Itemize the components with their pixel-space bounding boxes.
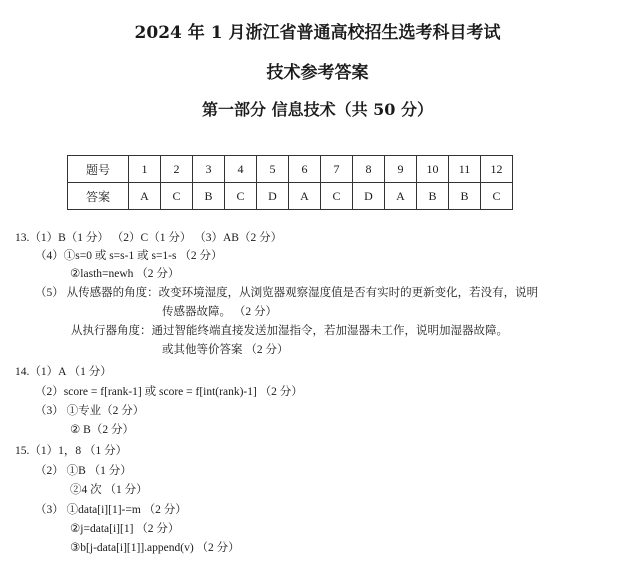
document-subtitle: 技术参考答案	[266, 63, 369, 83]
q13-line-5: 传感器故障。 （2 分）	[162, 306, 277, 318]
q13-line-6: 从执行器角度：通过智能终端直接发送加湿指令，若加湿器未工作，说明加湿器故障。	[71, 325, 508, 337]
question-number-cell: 12	[481, 156, 513, 183]
question-number-cell: 10	[417, 156, 449, 183]
answer-cell: C	[225, 183, 257, 210]
q14-line-1: 14.（1）A （1 分）	[15, 366, 112, 378]
answer-cell: A	[129, 183, 161, 210]
row-label-answer: 答案	[68, 183, 129, 210]
question-number-cell: 1	[129, 156, 161, 183]
answer-cell: C	[481, 183, 513, 210]
question-number-row	[68, 156, 513, 183]
q13-line-3: ②lasth=newh （2 分）	[70, 268, 180, 280]
q14-line-4: ② B（2 分）	[70, 424, 134, 436]
answer-table	[67, 155, 513, 210]
q14-line-3: （3） ①专业（2 分）	[35, 405, 145, 417]
q15-line-1: 15.（1）1，8 （1 分）	[15, 445, 128, 457]
q15-line-2: （2） ①B （1 分）	[35, 465, 132, 477]
document-title: 2024 年 1 月浙江省普通高校招生选考科目考试	[134, 23, 501, 43]
q15-line-3: ②4 次 （1 分）	[70, 484, 148, 496]
section-heading: 第一部分 信息技术（共 50 分）	[202, 100, 433, 119]
q13-line-7: 或其他等价答案 （2 分）	[162, 344, 289, 356]
q15-line-5: ②j=data[i][1] （2 分）	[70, 523, 180, 535]
q13-line-2: （4）①s=0 或 s=s-1 或 s=1-s （2 分）	[35, 250, 223, 262]
question-number-cell: 9	[385, 156, 417, 183]
answer-cell: A	[385, 183, 417, 210]
q15-line-6: ③b[j-data[i][1]].append(v) （2 分）	[70, 542, 240, 554]
question-number-cell: 6	[289, 156, 321, 183]
question-number-cell: 7	[321, 156, 353, 183]
answer-cell: D	[353, 183, 385, 210]
row-label-question-number: 题号	[68, 156, 129, 183]
q13-line-4: （5） 从传感器的角度：改变环境湿度，从浏览器观察湿度值是否有实时的更新变化，若没有，说明	[35, 287, 539, 299]
answer-cell: C	[161, 183, 193, 210]
question-number-cell: 3	[193, 156, 225, 183]
question-number-cell: 2	[161, 156, 193, 183]
answer-cell: A	[289, 183, 321, 210]
answer-cell: B	[193, 183, 225, 210]
answer-cell: B	[449, 183, 481, 210]
answer-cell: C	[321, 183, 353, 210]
answer-cell: B	[417, 183, 449, 210]
q15-line-4: （3） ①data[i][1]-=m （2 分）	[35, 504, 187, 516]
question-number-cell: 11	[449, 156, 481, 183]
q13-line-1: 13.（1）B（1 分） （2）C（1 分） （3）AB（2 分）	[15, 232, 283, 244]
q14-line-2: （2）score = f[rank-1] 或 score = f[int(rank)-1] （2 分）	[35, 386, 303, 398]
answer-row	[68, 183, 513, 210]
question-number-cell: 8	[353, 156, 385, 183]
question-number-cell: 5	[257, 156, 289, 183]
question-number-cell: 4	[225, 156, 257, 183]
answer-cell: D	[257, 183, 289, 210]
